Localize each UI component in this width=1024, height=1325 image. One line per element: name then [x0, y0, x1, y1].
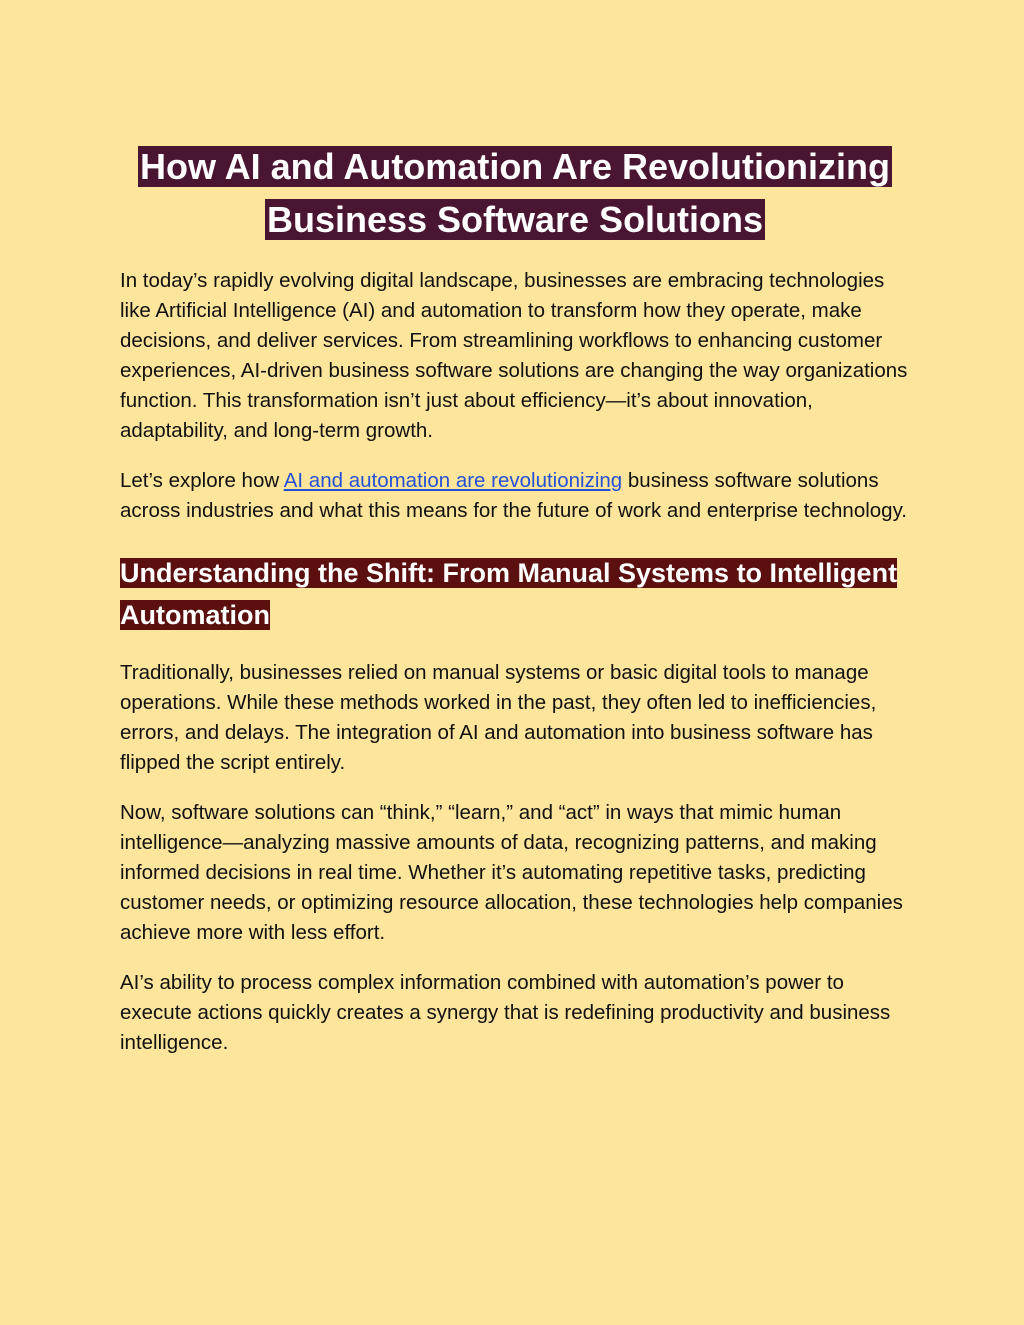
explore-text-before: Let’s explore how — [120, 469, 284, 492]
explore-text-after: business software solutions across industries and what this means for the future of work and enterprise technology. — [120, 469, 908, 522]
section-paragraph-2: Now, software solutions can “think,” “learn,” and “act” in ways that mimic human intelligence—analyzing massive amounts of data, recognizing patterns, and making informed decisions in real time. Whether it’s automating repetitive tasks, predicting customer needs, or optimizing resource allocation, these technologies help companies achieve more with less effort. — [120, 801, 903, 944]
section-paragraph-3: AI’s ability to process complex information combined with automation’s power to execute actions quickly creates a synergy that is redefining productivity and business intelligence. — [120, 971, 891, 1054]
document-title — [106, 140, 924, 246]
revolutionizing-link[interactable]: AI and automation are revolutionizing — [283, 469, 623, 492]
explore-paragraph — [120, 466, 910, 526]
intro-paragraph: In today’s rapidly evolving digital landscape, businesses are embracing technologies like Artificial Intelligence (AI) and automation to transform how they operate, make decisions, and deliver services. From streamlining workflows to enhancing customer experiences, AI-driven business software solutions are changing the way organizations function. This transformation isn’t just about efficiency—it’s about innovation, adaptability, and long-term growth. — [120, 269, 908, 442]
document-page — [120, 140, 910, 1078]
section-paragraph-1: Traditionally, businesses relied on manual systems or basic digital tools to manage operations. While these methods worked in the past, they often led to inefficiencies, errors, and delays. The integration of AI and automation into business software has flipped the script entirely. — [120, 661, 877, 774]
section-heading-highlight: Understanding the Shift: From Manual Systems to Intelligent Automation — [120, 558, 898, 630]
title-highlight: How AI and Automation Are Revolutionizing Business Software Solutions — [140, 146, 890, 240]
section-heading — [120, 552, 910, 636]
